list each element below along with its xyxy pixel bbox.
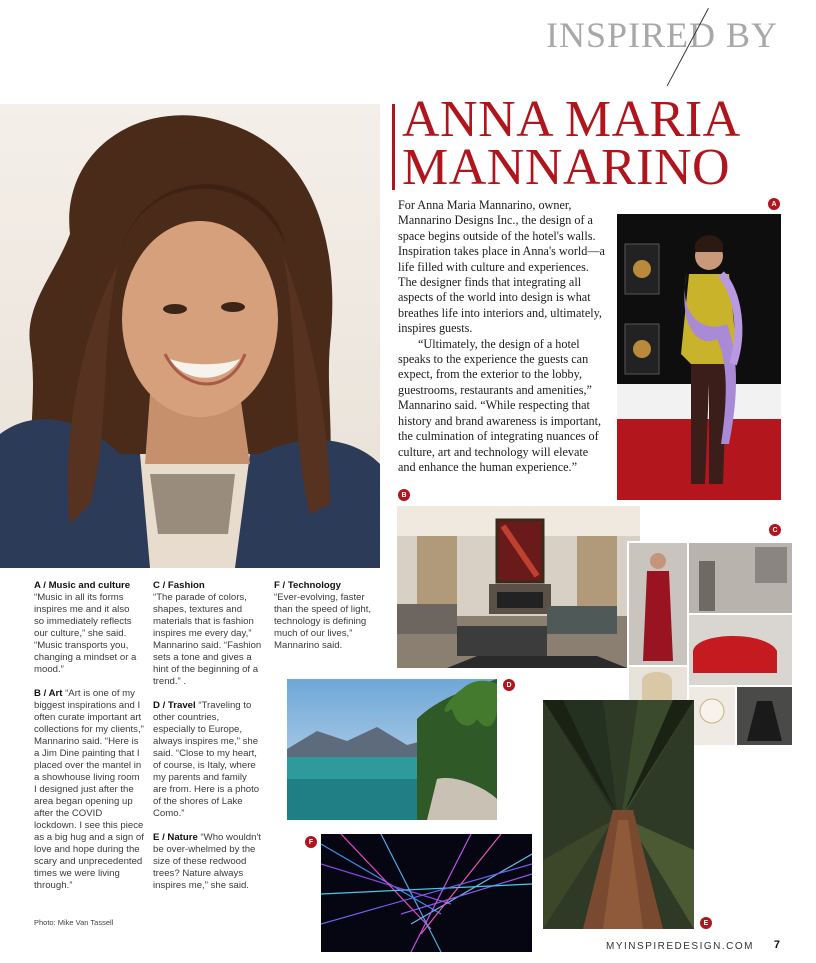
article-paragraph-2: “Ultimately, the design of a hotel speaks to the experience the guests can expect, from the exterior to the lobby, guestrooms, restaurants and amenities,” Mannarino said. “While respecting that history and brand awareness is important, the culmination of integrating nuances of culture, art and technology will elevate and enhance the human experience.”: [398, 336, 602, 474]
caption-c-head: C / Fashion: [153, 580, 205, 591]
feature-name-line1: ANNA MARIA: [402, 91, 741, 148]
badge-d: D: [503, 679, 515, 691]
badge-e: E: [700, 917, 712, 929]
caption-a-body: “Music in all its forms inspires me and it also so immediately reflects our culture,” she said. “Music transports you, changing a mindset or a mood.”: [34, 592, 137, 675]
caption-d-body: “Traveling to other countries, especially to Europe, always inspires me,” she said. “Close to my heart, of course, is Italy, where my parents and family are from. Here is a photo of the shores of Lake Como.”: [153, 700, 260, 819]
article-paragraph-1: For Anna Maria Mannarino, owner, Mannarino Designs Inc., the design of a space begins outside of the hotel's walls. Inspiration takes place in Anna's world—a life filled with culture and experiences. The designer finds that integrating all aspects of the world into design is what breathes life into interiors and, ultimately, inspires guests.: [398, 198, 605, 336]
caption-a: [34, 580, 142, 676]
feature-name-line2: MANNARINO: [402, 139, 731, 196]
caption-a-head: A / Music and culture: [34, 580, 131, 591]
caption-c-body: “The parade of colors, shapes, textures and materials that is fashion inspires me every day,” Mannarino said. “Fashion sets a tone and gives a hint of the beginning of a trend.” .: [153, 592, 262, 687]
caption-f-body: “Ever-evolving, faster than the speed of light, technology is defining much of our lives,” Mannarino said.: [274, 592, 372, 651]
caption-c: [153, 580, 263, 688]
article-body: [398, 198, 606, 475]
photo-a-red-carpet: [617, 214, 781, 500]
caption-f: [274, 580, 384, 652]
caption-e-body: “Who wouldn't be over-whelmed by the size of these redwood trees? Nature always inspires me,” she said.: [153, 832, 261, 891]
photo-b-living-room: [397, 506, 640, 668]
badge-f: F: [305, 836, 317, 848]
page-number: 7: [773, 939, 780, 951]
photo-f-lasers: [321, 834, 532, 952]
badge-c: C: [769, 524, 781, 536]
caption-e: [153, 832, 263, 892]
photo-credit: Photo: Mike Van Tassell: [34, 918, 114, 927]
caption-e-head: E / Nature: [153, 832, 198, 843]
caption-b-head: B / Art: [34, 688, 63, 699]
section-title-text: INSPIRED BY: [545, 15, 778, 55]
portrait-photo: [0, 104, 380, 568]
photo-e-redwoods: [543, 700, 694, 929]
badge-a: A: [768, 198, 780, 210]
caption-d-head: D / Travel: [153, 700, 196, 711]
caption-f-head: F / Technology: [274, 580, 341, 591]
caption-d: [153, 700, 263, 820]
section-title: [546, 14, 778, 56]
feature-name: [402, 91, 741, 196]
badge-b: B: [398, 489, 410, 501]
caption-b-body: “Art is one of my biggest inspirations and I often curate important art collections for my clients,” Mannarino said. “Here is a Jim Dine painting that I placed over the mantel in a showhouse living room I designed just after the area began opening up after the COVID lockdown. I see this piece as a big hug and a sign of love and hope during the scary and unprecedented times we were living through.”: [34, 688, 144, 891]
name-accent-rule: [392, 104, 395, 190]
caption-b: [34, 688, 144, 892]
footer-site: MYINSPIREDESIGN.COM: [606, 941, 754, 952]
photo-d-lake-como: [287, 679, 497, 820]
